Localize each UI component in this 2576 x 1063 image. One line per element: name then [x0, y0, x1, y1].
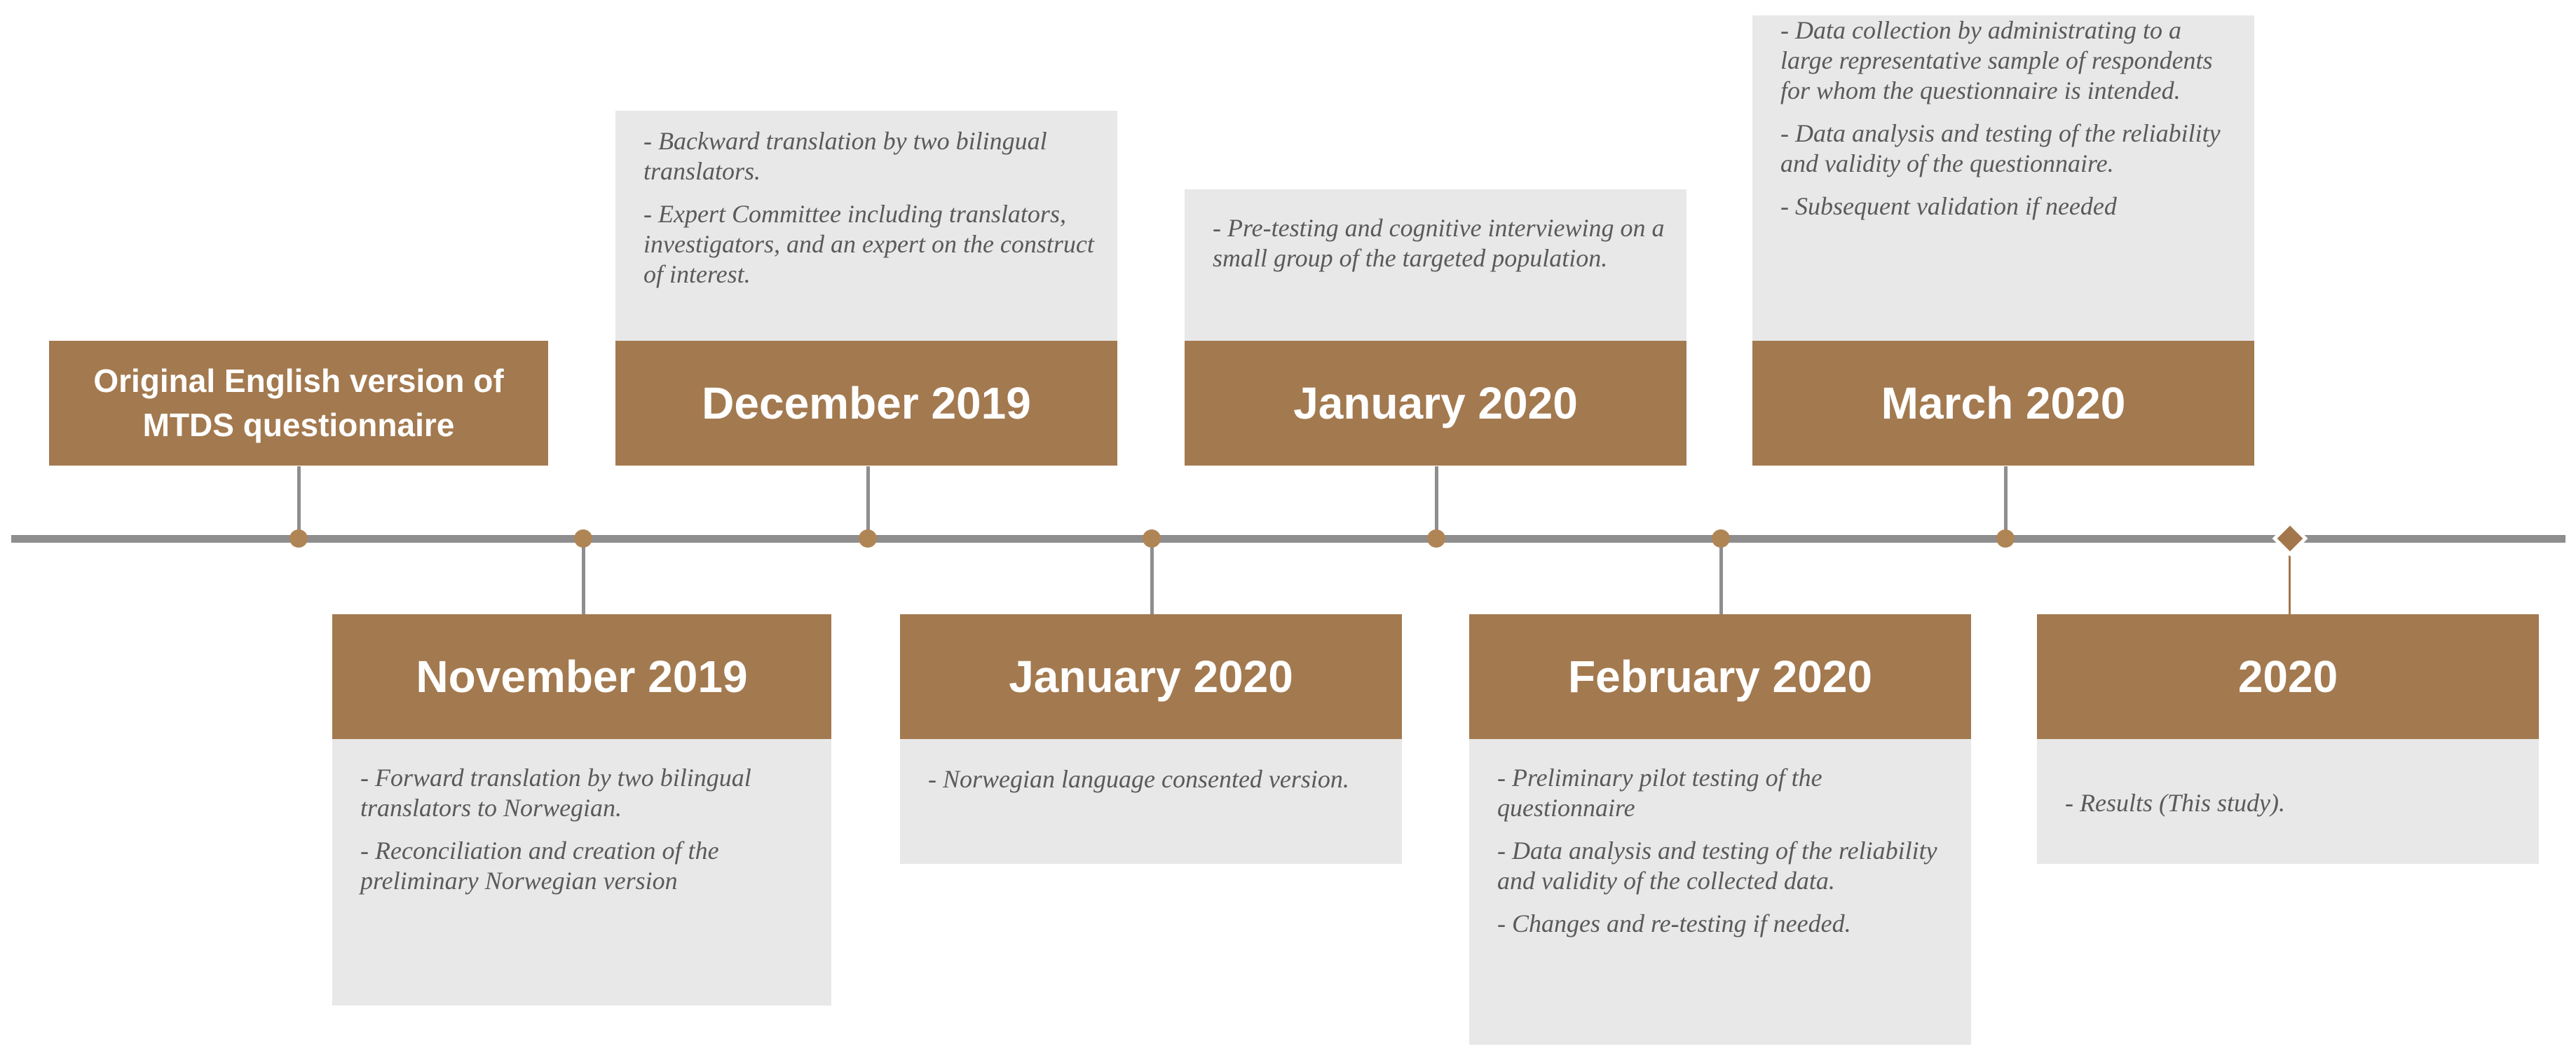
stem-original	[297, 466, 301, 539]
timeline-axis	[11, 535, 2565, 543]
timeline-dot	[289, 529, 308, 548]
milestone-feb2020-header: February 2020	[1469, 614, 1971, 739]
milestone-jan2020a-header: January 2020	[900, 614, 1402, 739]
milestone-jan2020b-notes	[1185, 189, 1686, 341]
note-item: - Preliminary pilot testing of the questionnaire	[1497, 764, 1822, 822]
milestone-dec2019-header: December 2019	[615, 341, 1117, 466]
note-item: - Forward translation by two bilingual translators to Norwegian.	[360, 764, 751, 822]
milestone-nov2019-header: November 2019	[332, 614, 831, 739]
milestone-mar2020-notes	[1752, 15, 2254, 341]
timeline-end-marker	[2277, 526, 2303, 552]
timeline-dot	[1143, 529, 1161, 548]
note-item: - Reconciliation and creation of the preliminary Norwegian version	[360, 837, 719, 895]
note-item: - Results (This study).	[2065, 789, 2285, 817]
milestone-original-header: Original English version of MTDS questionnaire	[49, 341, 548, 466]
stem-nov2019	[582, 539, 585, 614]
milestone-feb2020-notes	[1469, 739, 1971, 1045]
timeline-dot	[859, 529, 877, 548]
stem-jan2020a	[1150, 539, 1154, 614]
stem-jan2020b	[1435, 466, 1438, 539]
milestone-2020-notes	[2037, 739, 2539, 864]
note-item: - Expert Committee including translators, investigators, and an expert on the construct of interest.	[643, 200, 1094, 288]
timeline-dot	[1996, 529, 2015, 548]
note-item: - Backward translation by two bilingual translators.	[643, 127, 1047, 185]
milestone-nov2019-notes	[332, 739, 831, 1006]
stem-mar2020	[2004, 466, 2008, 539]
timeline-dot	[1427, 529, 1445, 548]
note-item: - Changes and re-testing if needed.	[1497, 909, 1851, 937]
milestone-jan2020b-header: January 2020	[1185, 341, 1686, 466]
milestone-2020-header: 2020	[2037, 614, 2539, 739]
timeline-dot	[574, 529, 592, 548]
note-item: - Data analysis and testing of the reliability and validity of the questionnaire.	[1780, 119, 2221, 177]
note-item: - Data analysis and testing of the reliability and validity of the collected data.	[1497, 837, 1937, 895]
stem-feb2020	[1719, 539, 1723, 614]
milestone-dec2019-notes	[615, 111, 1117, 341]
stem-dec2019	[866, 466, 870, 539]
milestone-jan2020a-notes	[900, 739, 1402, 864]
milestone-mar2020-header: March 2020	[1752, 341, 2254, 466]
note-item: - Data collection by administrating to a large representative sample of respondents for whom the questionnaire is intended.	[1780, 16, 2213, 104]
note-item: - Norwegian language consented version.	[928, 765, 1349, 793]
note-item: - Pre-testing and cognitive interviewing on a small group of the targeted population.	[1213, 214, 1665, 272]
timeline-dot	[1712, 529, 1730, 548]
note-item: - Subsequent validation if needed	[1780, 192, 2117, 220]
